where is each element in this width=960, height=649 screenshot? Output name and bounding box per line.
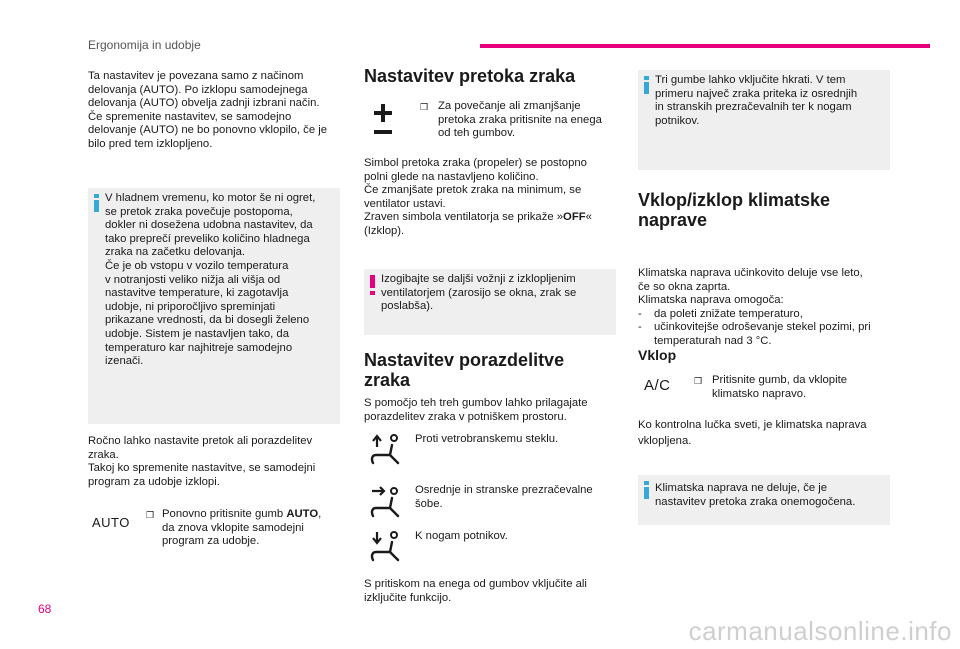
windscreen-seat-icon <box>368 433 404 467</box>
section-title: Ergonomija in udobje <box>88 38 201 52</box>
watermark: carmanualsonline.info <box>688 616 952 646</box>
ac-on-instruction: ❒ Pritisnite gumb, da vklopite klimatsko napravo. <box>694 374 848 400</box>
ac-button-symbol: A/C <box>644 377 671 394</box>
auto-instruction: ❒ Ponovno pritisnite gumb AUTO, da znova vklopite samodejni program za udobje. <box>146 508 322 548</box>
info-note-cold-weather <box>88 188 340 424</box>
dist-feet-text: K nogam potnikov. <box>415 530 508 542</box>
auto-button-symbol: AUTO <box>92 515 130 530</box>
warning-note-fan <box>364 269 616 335</box>
note-text: V hladnem vremenu, ko motor še ni ogret, se pretok zraka povečuje postopoma, dokler ni dosežena udobna nastavitev, da tako preprečí preveliko količino hladnega zraka na začetku delovanja. Če je ob vstopu v vozilo temperatura v notranjosti veliko nižja ali višja od nastavitve temperature, ki zagotavlja udobje, ni priporočljivo spreminjati prikazane vrednosti, da bi dosegli želeno udobje. Sistem je nastavljen tako, da temperaturo kar najhitreje samodejno izenači. <box>105 192 316 368</box>
note-text: Tri gumbe lahko vključite hkrati. V tem primeru največ zraka priteka iz osrednjih in stranskih prezračevalnih ter k nogam potnikov. <box>655 74 858 127</box>
checkbox-bullet-icon: ❒ <box>420 102 429 112</box>
note-text: Izogibajte se daljši vožnji z izklopljenim ventilatorjem (zarosijo se okna, zrak se poslabša). <box>381 273 577 313</box>
page-number: 68 <box>38 602 52 616</box>
heading-ac-on-off: Vklop/izklop klimatske naprave <box>638 190 831 230</box>
heading-air-flow: Nastavitev pretoka zraka <box>364 66 576 86</box>
ac-lamp-text: Ko kontrolna lučka sveti, je klimatska naprava vklopljena. <box>638 419 867 447</box>
feet-seat-icon <box>368 530 404 564</box>
dist-windscreen-text: Proti vetrobranskemu steklu. <box>415 433 559 445</box>
air-flow-description: Simbol pretoka zraka (propeler) se postopno polni glede na nastavljeno količino. Če zmanjšate pretok zraka na minimum, se ventilator ustavi. Zraven simbola ventilatorja se prikaže »OFF« (Izklop). <box>364 157 592 237</box>
col1-intro: Ta nastavitev je povezana samo z načinom delovanja (AUTO). Po izklopu samodejnega delovanja (AUTO) obvelja zadnji izbrani način. Če spremenite nastavitev, se samodejno delovanje (AUTO) ne bo ponovno vklopilo, če je bilo pred tem izklopljeno. <box>88 70 328 150</box>
air-flow-instruction: ❒ Za povečanje ali zmanjšanje pretoka zraka pritisnite na enega od teh gumbov. <box>420 100 602 140</box>
col1-manual: Ročno lahko nastavite pretok ali porazdelitev zraka. Takoj ko spremenite nastavitve, se samodejni program za udobje izklopi. <box>88 435 316 488</box>
header-accent-bar <box>480 44 930 48</box>
ac-description: Klimatska naprava učinkovito deluje vse leto, če so okna zaprta. Klimatska naprava omogoča: - da poleti znižate temperaturo, - učinkovitejše odroševanje stekel pozimi, pri temperaturah nad 3 °C. <box>638 267 871 347</box>
distribution-intro: S pomočjo teh treh gumbov lahko prilagajate porazdelitev zraka v potniškem prostoru. <box>364 397 588 423</box>
info-note-three-buttons <box>638 70 890 170</box>
center-vents-seat-icon <box>368 486 404 520</box>
note-text: Klimatska naprava ne deluje, če je nastavitev pretoka zraka onemogočena. <box>655 482 856 508</box>
info-note-ac-disabled <box>638 475 890 525</box>
distribution-outro: S pritiskom na enega od gumbov vključite ali izključite funkcijo. <box>364 578 587 604</box>
heading-air-distribution: Nastavitev porazdelitve zraka <box>364 350 565 390</box>
checkbox-bullet-icon: ❒ <box>694 376 703 386</box>
dist-center-text: Osrednje in stranske prezračevalne šobe. <box>415 484 593 510</box>
minus-icon <box>374 130 392 134</box>
heading-on: Vklop <box>638 347 677 363</box>
plus-icon <box>374 104 392 122</box>
checkbox-bullet-icon: ❒ <box>146 510 155 520</box>
